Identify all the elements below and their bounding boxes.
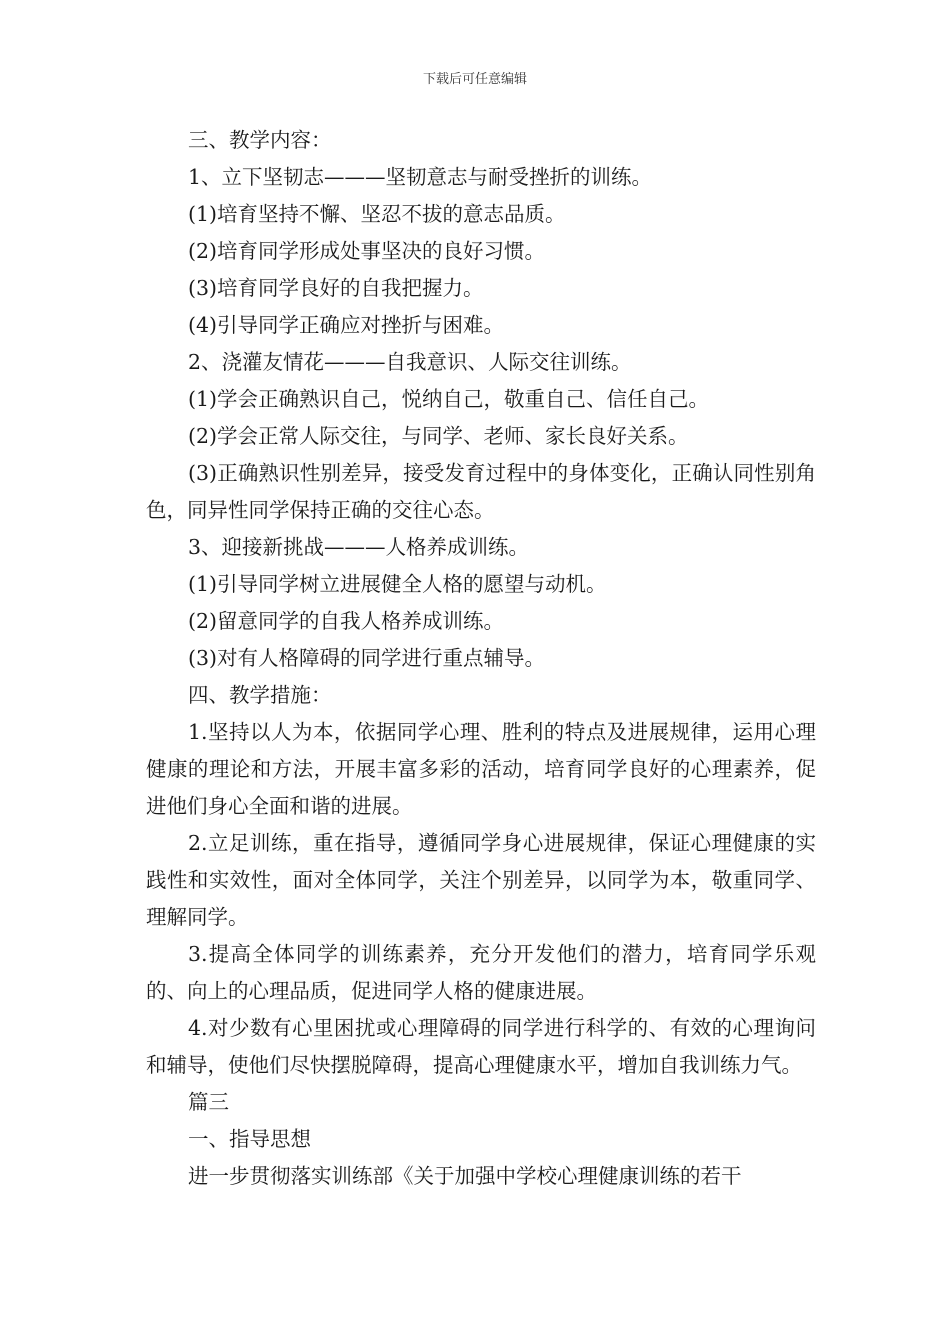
list-item-2: 2、浇灌友情花———自我意识、人际交往训练。 — [188, 350, 632, 374]
list-item-1-4: (4)引导同学正确应对挫折与困难。 — [188, 313, 505, 337]
list-item-3-2: (2)留意同学的自我人格养成训练。 — [188, 609, 505, 633]
document-body — [146, 122, 816, 1195]
list-item-2-3: (3)正确熟识性别差异，接受发育过程中的身体变化，正确认同性别角色，同异性同学保持正确的交往心态。 — [146, 461, 816, 522]
page-header-note: 下载后可任意编辑 — [422, 72, 527, 87]
list-item-1-2: (2)培育同学形成处事坚决的良好习惯。 — [188, 239, 546, 263]
measure-paragraph-4: 4.对少数有心里困扰或心理障碍的同学进行科学的、有效的心理询问和辅导，使他们尽快摆脱障碍，提高心理健康水平，增加自我训练力气。 — [146, 1016, 816, 1077]
list-item-3-1: (1)引导同学树立进展健全人格的愿望与动机。 — [188, 572, 607, 596]
list-item-3-3: (3)对有人格障碍的同学进行重点辅导。 — [188, 646, 546, 670]
section-heading-teaching-content: 三、教学内容： — [188, 128, 332, 152]
ideology-paragraph: 进一步贯彻落实训练部《关于加强中学校心理健康训练的若干 — [188, 1164, 742, 1188]
list-item-1-3: (3)培育同学良好的自我把握力。 — [188, 276, 484, 300]
section-heading-guiding-ideology: 一、指导思想 — [188, 1127, 311, 1151]
list-item-2-2: (2)学会正常人际交往，与同学、老师、家长良好关系。 — [188, 424, 689, 448]
list-item-1: 1、立下坚韧志———坚韧意志与耐受挫折的训练。 — [188, 165, 653, 189]
section-heading-teaching-measures: 四、教学措施： — [188, 683, 332, 707]
list-item-3: 3、迎接新挑战———人格养成训练。 — [188, 535, 530, 559]
list-item-1-1: (1)培育坚持不懈、坚忍不拔的意志品质。 — [188, 202, 566, 226]
measure-paragraph-3: 3.提高全体同学的训练素养，充分开发他们的潜力，培育同学乐观的、向上的心理品质，促进同学人格的健康进展。 — [146, 942, 816, 1003]
list-item-2-1: (1)学会正确熟识自己，悦纳自己，敬重自己、信任自己。 — [188, 387, 710, 411]
measure-paragraph-1: 1.坚持以人为本，依据同学心理、胜利的特点及进展规律，运用心理健康的理论和方法，开展丰富多彩的活动，培育同学良好的心理素养，促进他们身心全面和谐的进展。 — [146, 720, 816, 818]
measure-paragraph-2: 2.立足训练，重在指导，遵循同学身心进展规律，保证心理健康的实践性和实效性，面对全体同学，关注个别差异，以同学为本，敬重同学、理解同学。 — [146, 831, 816, 929]
chapter-heading-part-three: 篇三 — [188, 1090, 229, 1114]
